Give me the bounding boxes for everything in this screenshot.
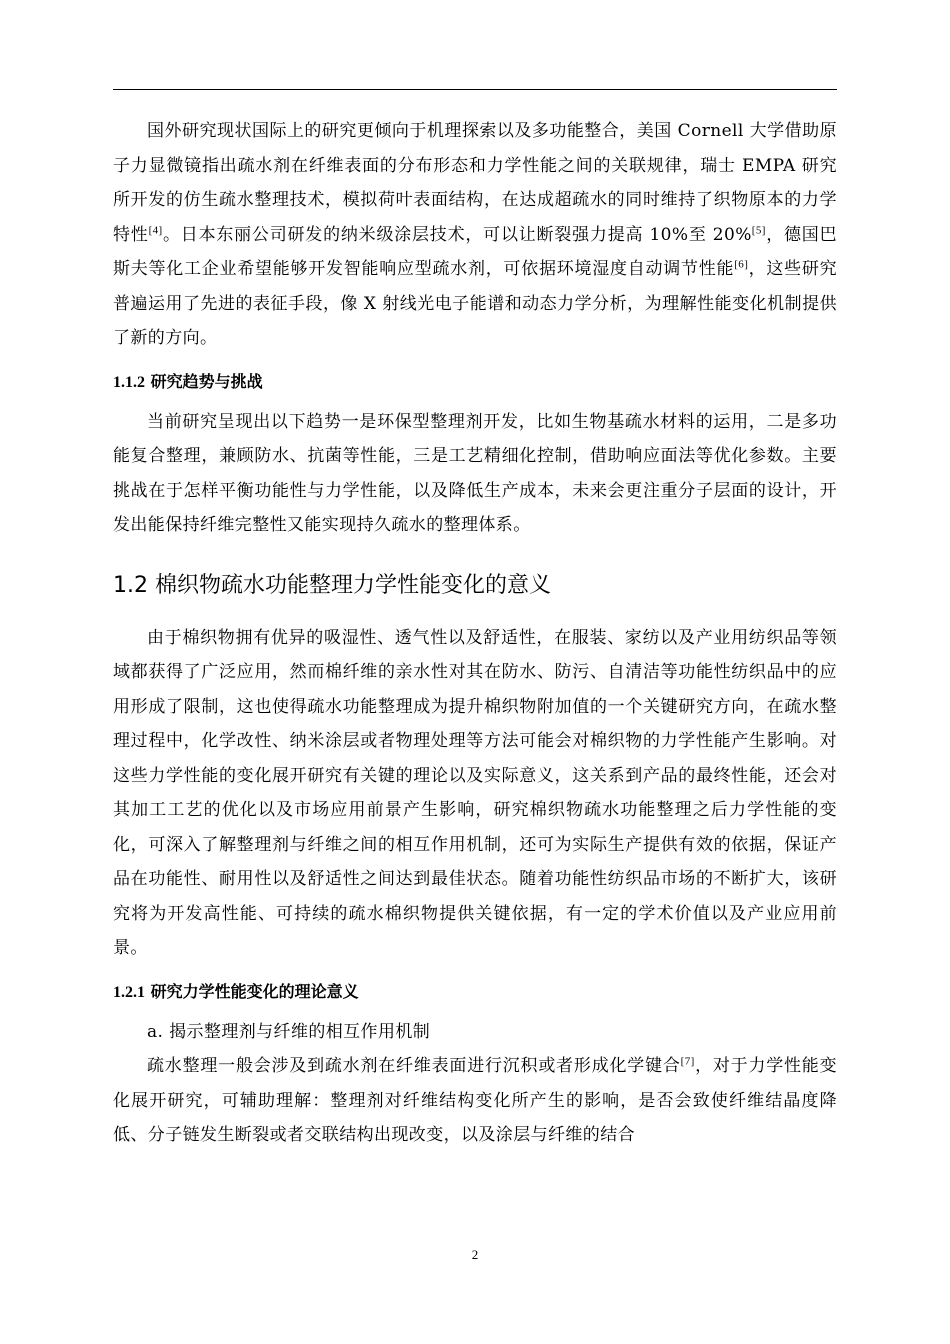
paragraph-text: 疏水整理一般会涉及到疏水剂在纤维表面进行沉积或者形成化学键合 [147, 1056, 681, 1076]
citation-6: [6] [734, 258, 749, 271]
header-rule [113, 89, 837, 90]
heading-text: 研究力学性能变化的理论意义 [150, 981, 359, 1001]
paragraph-text: ，这些研究普遍运用了先进的表征手段，像 X 射线光电子能谱和动态力学分析，为理解性能变化机制提供了新的方向。 [113, 259, 838, 348]
page-number: 2 [471, 1247, 479, 1262]
paragraph-text: ，德国巴斯夫等化工企业希望能够开发智能响应型疏水剂，可依据环境湿度自动调节性能 [113, 224, 837, 279]
paragraph-trends: 当前研究呈现出以下趋势一是环保型整理剂开发，比如生物基疏水材料的运用，二是多功能复合整理，兼顾防水、抗菌等性能，三是工艺精细化控制，借助响应面法等优化参数。主要挑战在于怎样平衡功能性与力学性能，以及降低生产成本，未来会更注重分子层面的设计，开发出能保持纤维完整性又能实现持久疏水的整理体系。 [113, 411, 837, 535]
heading-1-2-1 [113, 980, 837, 1005]
list-item-a: a. 揭示整理剂与纤维的相互作用机制 [147, 1021, 431, 1042]
paragraph-text: ，对于力学性能变化展开研究，可辅助理解：整理剂对纤维结构变化所产生的影响，是否会致使纤维结晶度降低、分子链发生断裂或者交联结构出现改变，以及涂层与纤维的结合 [113, 1056, 837, 1145]
citation-5: [5] [751, 223, 766, 236]
citation-4: [4] [148, 223, 163, 236]
page-body [113, 114, 837, 1153]
heading-number: 1.2.1 [113, 983, 145, 1001]
heading-1-1-2 [113, 370, 837, 395]
heading-number: 1.1.2 [113, 373, 145, 391]
paragraph-significance: 由于棉织物拥有优异的吸湿性、透气性以及舒适性，在服装、家纺以及产业用纺织品等领域都获得了广泛应用，然而棉纤维的亲水性对其在防水、防污、自清洁等功能性纺织品中的应用形成了限制，这也使得疏水功能整理成为提升棉织物附加值的一个关键研究方向，在疏水整理过程中，化学改性、纳米涂层或者物理处理等方法可能会对棉织物的力学性能产生影响。对这些力学性能的变化展开研究有关键的理论以及实际意义，这关系到产品的最终性能，还会对其加工工艺的优化以及市场应用前景产生影响，研究棉织物疏水功能整理之后力学性能的变化，可深入了解整理剂与纤维之间的相互作用机制，还可为实际生产提供有效的依据，保证产品在功能性、耐用性以及舒适性之间达到最佳状态。随着功能性纺织品市场的不断扩大，该研究将为开发高性能、可持续的疏水棉织物提供关键依据，有一定的学术价值以及产业应用前景。 [113, 627, 837, 958]
paragraph-mechanism [113, 1049, 837, 1153]
paragraph-text: 国外研究现状国际上的研究更倾向于机理探索以及多功能整合，美国 Cornell 大学借助原子力显微镜指出疏水剂在纤维表面的分布形态和力学性能之间的关联规律，瑞士 EMPA 研究所开发的仿生疏水整理技术，模拟荷叶表面结构，在达成超疏水的同时维持了织物原本的力学特性 [113, 121, 837, 245]
paragraph-text: 。日本东丽公司研发的纳米级涂层技术，可以让断裂强力提高 10%至 20% [162, 224, 752, 245]
heading-text: 研究趋势与挑战 [150, 371, 263, 391]
heading-1-2 [113, 570, 837, 602]
citation-7: [7] [680, 1055, 695, 1068]
paragraph-foreign-research [113, 114, 837, 356]
heading-number: 1.2 [113, 572, 148, 598]
heading-text: 棉织物疏水功能整理力学性能变化的意义 [155, 572, 552, 598]
